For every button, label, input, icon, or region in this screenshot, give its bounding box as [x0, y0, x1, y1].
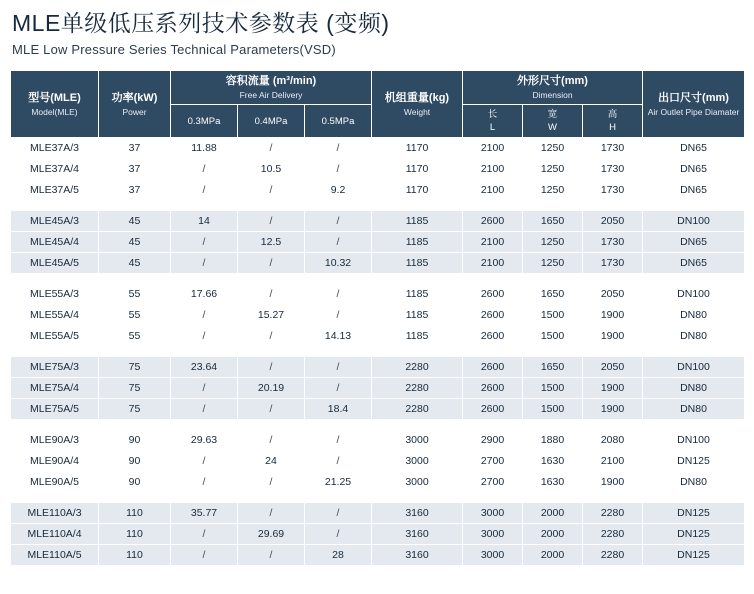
cell-fad-05mpa: 14.13	[305, 326, 372, 347]
cell-fad-04mpa: 20.19	[238, 378, 305, 399]
cell-outlet-diameter: DN100	[643, 357, 745, 378]
cell-dimension-width: 1650	[523, 357, 583, 378]
header-fad-cn: 容积流量 (m³/min)	[225, 75, 317, 87]
cell-fad-03mpa: /	[171, 451, 238, 472]
cell-dimension-width: 1250	[523, 253, 583, 274]
cell-fad-04mpa: 24	[238, 451, 305, 472]
cell-fad-05mpa: 28	[305, 545, 372, 566]
cell-dimension-width: 1250	[523, 159, 583, 180]
header-fad-03mpa	[171, 105, 238, 138]
cell-fad-03mpa: /	[171, 232, 238, 253]
cell-dimension-width: 1500	[523, 378, 583, 399]
cell-weight: 1185	[372, 305, 463, 326]
cell-dimension-length: 2600	[463, 326, 523, 347]
cell-power: 55	[99, 326, 171, 347]
page-title-cn: MLE单级低压系列技术参数表 (变频)	[12, 10, 390, 36]
cell-dimension-length: 2600	[463, 284, 523, 305]
group-separator-cell	[11, 420, 745, 430]
group-separator	[11, 493, 745, 503]
cell-outlet-diameter: DN65	[643, 232, 745, 253]
table-row	[11, 159, 745, 180]
cell-dimension-height: 2280	[583, 545, 643, 566]
cell-fad-04mpa: 15.27	[238, 305, 305, 326]
table-row	[11, 284, 745, 305]
cell-fad-04mpa: /	[238, 545, 305, 566]
cell-dimension-height: 2050	[583, 211, 643, 232]
table-row	[11, 357, 745, 378]
header-length-en: L	[489, 122, 496, 133]
header-weight-cn: 机组重量(kg)	[384, 91, 450, 104]
cell-model: MLE55A/4	[11, 305, 99, 326]
table-row	[11, 305, 745, 326]
cell-dimension-height: 1730	[583, 180, 643, 201]
cell-power: 110	[99, 545, 171, 566]
cell-dimension-width: 2000	[523, 545, 583, 566]
table-body	[11, 138, 745, 566]
cell-outlet-diameter: DN125	[643, 451, 745, 472]
cell-outlet-diameter: DN65	[643, 138, 745, 159]
table-row	[11, 545, 745, 566]
cell-fad-03mpa: /	[171, 545, 238, 566]
cell-power: 45	[99, 211, 171, 232]
cell-dimension-length: 2100	[463, 180, 523, 201]
cell-power: 75	[99, 399, 171, 420]
header-outlet-cn: 出口尺寸(mm)	[658, 91, 729, 104]
cell-fad-05mpa: /	[305, 378, 372, 399]
table-row	[11, 378, 745, 399]
header-width-cn: 宽	[547, 109, 558, 120]
cell-outlet-diameter: DN100	[643, 284, 745, 305]
cell-model: MLE55A/3	[11, 284, 99, 305]
header-row-primary	[11, 71, 745, 105]
cell-weight: 1170	[372, 159, 463, 180]
header-outlet-en: Air Outlet Pipe Diamater	[647, 106, 740, 117]
header-height-cn: 高	[607, 109, 618, 120]
cell-model: MLE75A/4	[11, 378, 99, 399]
cell-fad-05mpa: 18.4	[305, 399, 372, 420]
cell-dimension-height: 1730	[583, 232, 643, 253]
cell-dimension-height: 2100	[583, 451, 643, 472]
cell-dimension-length: 2100	[463, 253, 523, 274]
cell-dimension-width: 1250	[523, 138, 583, 159]
cell-fad-03mpa: 17.66	[171, 284, 238, 305]
cell-dimension-height: 2080	[583, 430, 643, 451]
cell-dimension-height: 2280	[583, 524, 643, 545]
cell-fad-03mpa: /	[171, 378, 238, 399]
cell-fad-04mpa: /	[238, 357, 305, 378]
cell-fad-03mpa: 29.63	[171, 430, 238, 451]
header-model	[11, 71, 99, 138]
cell-dimension-height: 1900	[583, 399, 643, 420]
cell-dimension-width: 1650	[523, 211, 583, 232]
table-row	[11, 326, 745, 347]
cell-fad-05mpa: /	[305, 357, 372, 378]
cell-fad-04mpa: /	[238, 284, 305, 305]
cell-weight: 3160	[372, 524, 463, 545]
table-row	[11, 503, 745, 524]
cell-dimension-length: 3000	[463, 503, 523, 524]
header-power-cn: 功率(kW)	[111, 91, 158, 104]
cell-weight: 1170	[372, 180, 463, 201]
cell-outlet-diameter: DN80	[643, 326, 745, 347]
cell-weight: 3000	[372, 472, 463, 493]
cell-fad-03mpa: /	[171, 159, 238, 180]
cell-fad-05mpa: /	[305, 211, 372, 232]
header-power-en: Power	[122, 106, 147, 117]
cell-weight: 3000	[372, 451, 463, 472]
table-row	[11, 180, 745, 201]
cell-dimension-width: 1630	[523, 472, 583, 493]
header-model-cn: 型号(MLE)	[28, 91, 81, 104]
cell-fad-04mpa: /	[238, 180, 305, 201]
cell-model: MLE75A/5	[11, 399, 99, 420]
cell-dimension-length: 2600	[463, 305, 523, 326]
cell-dimension-length: 3000	[463, 524, 523, 545]
cell-dimension-length: 2600	[463, 357, 523, 378]
header-length-cn: 长	[487, 109, 498, 120]
header-fad-05mpa	[305, 105, 372, 138]
cell-fad-05mpa: /	[305, 524, 372, 545]
cell-dimension-length: 2700	[463, 472, 523, 493]
cell-power: 55	[99, 305, 171, 326]
cell-fad-04mpa: /	[238, 253, 305, 274]
group-separator	[11, 201, 745, 211]
cell-outlet-diameter: DN80	[643, 305, 745, 326]
cell-dimension-width: 1630	[523, 451, 583, 472]
cell-dimension-length: 2100	[463, 159, 523, 180]
cell-fad-05mpa: /	[305, 305, 372, 326]
cell-fad-05mpa: /	[305, 503, 372, 524]
table-row	[11, 138, 745, 159]
cell-outlet-diameter: DN65	[643, 253, 745, 274]
cell-weight: 1185	[372, 326, 463, 347]
cell-dimension-height: 1730	[583, 138, 643, 159]
cell-power: 90	[99, 430, 171, 451]
cell-fad-04mpa: /	[238, 503, 305, 524]
header-dimension-en: Dimension	[532, 90, 573, 100]
cell-outlet-diameter: DN65	[643, 159, 745, 180]
cell-dimension-width: 1650	[523, 284, 583, 305]
cell-fad-04mpa: /	[238, 138, 305, 159]
header-weight-en: Weight	[403, 106, 431, 117]
cell-fad-05mpa: /	[305, 159, 372, 180]
cell-fad-04mpa: /	[238, 211, 305, 232]
group-separator	[11, 274, 745, 284]
cell-fad-05mpa: /	[305, 430, 372, 451]
cell-model: MLE90A/3	[11, 430, 99, 451]
cell-model: MLE45A/4	[11, 232, 99, 253]
cell-fad-05mpa: /	[305, 451, 372, 472]
cell-dimension-width: 1250	[523, 232, 583, 253]
header-dimension-length	[463, 105, 523, 138]
page-title-en: MLE Low Pressure Series Technical Parameters(VSD)	[12, 42, 336, 57]
cell-power: 37	[99, 180, 171, 201]
cell-weight: 1170	[372, 138, 463, 159]
cell-fad-05mpa: /	[305, 138, 372, 159]
cell-fad-04mpa: /	[238, 472, 305, 493]
cell-outlet-diameter: DN125	[643, 503, 745, 524]
header-fad-03mpa-label: 0.3MPa	[187, 115, 221, 127]
header-fad-en: Free Air Delivery	[239, 90, 303, 100]
cell-dimension-height: 2280	[583, 503, 643, 524]
header-model-en: Model(MLE)	[31, 106, 78, 117]
cell-fad-03mpa: /	[171, 524, 238, 545]
title-block	[10, 0, 744, 62]
cell-power: 90	[99, 451, 171, 472]
cell-model: MLE45A/3	[11, 211, 99, 232]
group-separator	[11, 347, 745, 357]
cell-dimension-length: 2600	[463, 378, 523, 399]
cell-power: 75	[99, 378, 171, 399]
cell-model: MLE110A/4	[11, 524, 99, 545]
cell-power: 37	[99, 159, 171, 180]
cell-power: 45	[99, 232, 171, 253]
cell-weight: 2280	[372, 378, 463, 399]
group-separator-cell	[11, 493, 745, 503]
header-weight	[372, 71, 463, 138]
cell-dimension-height: 1900	[583, 472, 643, 493]
cell-fad-04mpa: 10.5	[238, 159, 305, 180]
table-row	[11, 211, 745, 232]
header-height-en: H	[609, 122, 616, 133]
cell-fad-05mpa: /	[305, 232, 372, 253]
cell-fad-05mpa: 10.32	[305, 253, 372, 274]
header-dimension-cn: 外形尺寸(mm)	[517, 75, 588, 87]
cell-model: MLE110A/3	[11, 503, 99, 524]
cell-outlet-diameter: DN100	[643, 430, 745, 451]
cell-dimension-length: 2100	[463, 138, 523, 159]
table-row	[11, 472, 745, 493]
cell-model: MLE37A/3	[11, 138, 99, 159]
cell-dimension-height: 1730	[583, 159, 643, 180]
cell-fad-03mpa: /	[171, 326, 238, 347]
cell-weight: 1185	[372, 211, 463, 232]
cell-model: MLE90A/5	[11, 472, 99, 493]
cell-dimension-width: 2000	[523, 524, 583, 545]
cell-fad-03mpa: /	[171, 180, 238, 201]
cell-fad-03mpa: 35.77	[171, 503, 238, 524]
cell-weight: 3160	[372, 503, 463, 524]
cell-model: MLE110A/5	[11, 545, 99, 566]
group-separator	[11, 420, 745, 430]
cell-outlet-diameter: DN80	[643, 378, 745, 399]
cell-power: 110	[99, 503, 171, 524]
cell-power: 110	[99, 524, 171, 545]
cell-dimension-height: 2050	[583, 357, 643, 378]
cell-weight: 2280	[372, 357, 463, 378]
table-header	[11, 71, 745, 138]
cell-outlet-diameter: DN65	[643, 180, 745, 201]
header-dimension-width	[523, 105, 583, 138]
cell-dimension-width: 1500	[523, 305, 583, 326]
cell-model: MLE75A/3	[11, 357, 99, 378]
cell-dimension-length: 2700	[463, 451, 523, 472]
cell-fad-04mpa: /	[238, 326, 305, 347]
cell-dimension-width: 1880	[523, 430, 583, 451]
cell-weight: 3000	[372, 430, 463, 451]
header-free-air-delivery	[171, 71, 372, 105]
cell-fad-03mpa: /	[171, 399, 238, 420]
technical-parameters-table	[10, 70, 745, 566]
header-dimension	[463, 71, 643, 105]
cell-fad-04mpa: /	[238, 430, 305, 451]
group-separator-cell	[11, 347, 745, 357]
cell-power: 75	[99, 357, 171, 378]
table-row	[11, 524, 745, 545]
cell-fad-05mpa: /	[305, 284, 372, 305]
cell-dimension-width: 1500	[523, 399, 583, 420]
cell-dimension-length: 2600	[463, 211, 523, 232]
table-row	[11, 232, 745, 253]
cell-dimension-height: 1900	[583, 326, 643, 347]
cell-fad-04mpa: 29.69	[238, 524, 305, 545]
cell-fad-03mpa: 23.64	[171, 357, 238, 378]
group-separator-cell	[11, 274, 745, 284]
cell-model: MLE55A/5	[11, 326, 99, 347]
cell-dimension-length: 3000	[463, 545, 523, 566]
cell-dimension-width: 2000	[523, 503, 583, 524]
header-fad-05mpa-label: 0.5MPa	[321, 115, 355, 127]
cell-outlet-diameter: DN125	[643, 545, 745, 566]
cell-outlet-diameter: DN80	[643, 399, 745, 420]
cell-dimension-height: 1900	[583, 305, 643, 326]
cell-fad-03mpa: 11.88	[171, 138, 238, 159]
cell-power: 55	[99, 284, 171, 305]
cell-model: MLE37A/4	[11, 159, 99, 180]
header-power	[99, 71, 171, 138]
cell-fad-05mpa: 21.25	[305, 472, 372, 493]
header-outlet	[643, 71, 745, 138]
cell-fad-03mpa: /	[171, 305, 238, 326]
cell-fad-04mpa: /	[238, 399, 305, 420]
cell-weight: 2280	[372, 399, 463, 420]
cell-weight: 1185	[372, 232, 463, 253]
cell-weight: 1185	[372, 253, 463, 274]
cell-weight: 3160	[372, 545, 463, 566]
cell-dimension-height: 2050	[583, 284, 643, 305]
cell-outlet-diameter: DN80	[643, 472, 745, 493]
header-dimension-height	[583, 105, 643, 138]
cell-power: 37	[99, 138, 171, 159]
cell-dimension-length: 2600	[463, 399, 523, 420]
cell-model: MLE37A/5	[11, 180, 99, 201]
cell-fad-05mpa: 9.2	[305, 180, 372, 201]
cell-model: MLE90A/4	[11, 451, 99, 472]
cell-dimension-width: 1250	[523, 180, 583, 201]
table-row	[11, 430, 745, 451]
cell-model: MLE45A/5	[11, 253, 99, 274]
table-row	[11, 399, 745, 420]
header-fad-04mpa	[238, 105, 305, 138]
cell-power: 90	[99, 472, 171, 493]
table-row	[11, 253, 745, 274]
header-fad-04mpa-label: 0.4MPa	[254, 115, 288, 127]
cell-fad-04mpa: 12.5	[238, 232, 305, 253]
cell-dimension-height: 1900	[583, 378, 643, 399]
cell-outlet-diameter: DN125	[643, 524, 745, 545]
cell-dimension-length: 2900	[463, 430, 523, 451]
group-separator-cell	[11, 201, 745, 211]
cell-dimension-length: 2100	[463, 232, 523, 253]
header-width-en: W	[548, 122, 557, 133]
cell-outlet-diameter: DN100	[643, 211, 745, 232]
cell-fad-03mpa: /	[171, 472, 238, 493]
cell-weight: 1185	[372, 284, 463, 305]
cell-dimension-width: 1500	[523, 326, 583, 347]
cell-fad-03mpa: 14	[171, 211, 238, 232]
cell-dimension-height: 1730	[583, 253, 643, 274]
cell-power: 45	[99, 253, 171, 274]
cell-fad-03mpa: /	[171, 253, 238, 274]
table-row	[11, 451, 745, 472]
